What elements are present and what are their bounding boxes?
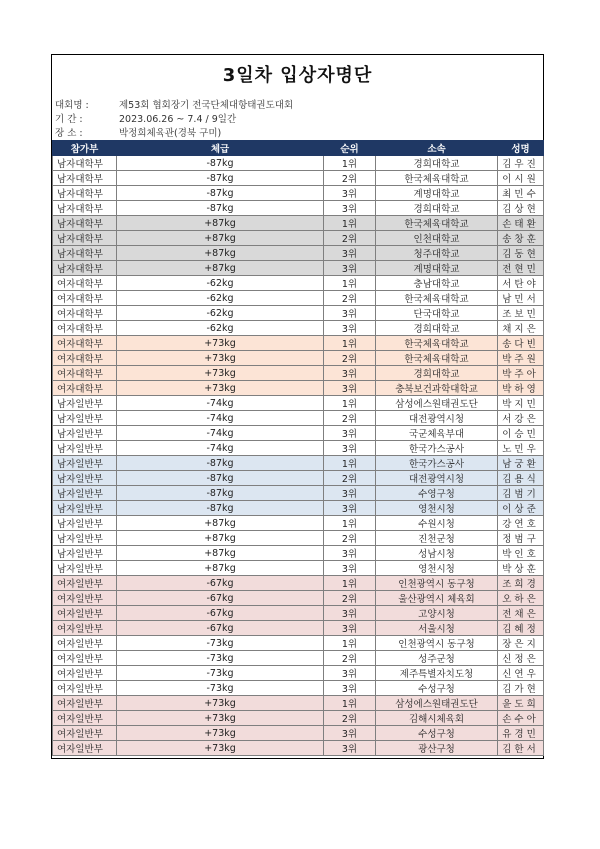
athlete-name-cell: 서강은 xyxy=(498,411,544,426)
table-row xyxy=(53,741,544,756)
table-row xyxy=(53,501,544,516)
venue-value: 박정희체육관(경북 구미) xyxy=(119,128,222,139)
weight-cell: +73kg xyxy=(117,351,324,366)
rank-cell: 2위 xyxy=(324,591,376,606)
rank-cell: 3위 xyxy=(324,441,376,456)
rank-cell: 3위 xyxy=(324,261,376,276)
table-row xyxy=(53,576,544,591)
table-row xyxy=(53,561,544,576)
weight-cell: -87kg xyxy=(117,156,324,171)
rank-cell: 3위 xyxy=(324,726,376,741)
table-row xyxy=(53,231,544,246)
rank-cell: 3위 xyxy=(324,201,376,216)
table-row xyxy=(53,606,544,621)
team-cell: 한국가스공사 xyxy=(376,456,498,471)
division-cell: 여자일반부 xyxy=(53,621,117,636)
division-cell: 남자일반부 xyxy=(53,396,117,411)
athlete-name-cell: 이시원 xyxy=(498,171,544,186)
athlete-name-cell: 김범기 xyxy=(498,486,544,501)
team-cell: 대전광역시청 xyxy=(376,471,498,486)
rank-cell: 1위 xyxy=(324,696,376,711)
event-value: 제53회 협회장기 전국단체대항태권도대회 xyxy=(119,100,294,111)
weight-cell: -67kg xyxy=(117,606,324,621)
division-cell: 여자대학부 xyxy=(53,291,117,306)
team-cell: 단국대학교 xyxy=(376,306,498,321)
table-row xyxy=(53,246,544,261)
rank-cell: 3위 xyxy=(324,606,376,621)
division-cell: 남자대학부 xyxy=(53,156,117,171)
division-cell: 여자대학부 xyxy=(53,306,117,321)
athlete-name-cell: 전채은 xyxy=(498,606,544,621)
team-cell: 삼성에스원태권도단 xyxy=(376,696,498,711)
rank-cell: 3위 xyxy=(324,321,376,336)
weight-cell: +73kg xyxy=(117,366,324,381)
team-cell: 인천대학교 xyxy=(376,231,498,246)
rank-cell: 2위 xyxy=(324,531,376,546)
division-cell: 남자일반부 xyxy=(53,486,117,501)
athlete-name-cell: 박상훈 xyxy=(498,561,544,576)
division-cell: 남자일반부 xyxy=(53,456,117,471)
team-cell: 서울시청 xyxy=(376,621,498,636)
table-row xyxy=(53,441,544,456)
division-cell: 남자일반부 xyxy=(53,441,117,456)
table-row xyxy=(53,456,544,471)
team-cell: 김해시체육회 xyxy=(376,711,498,726)
table-row xyxy=(53,531,544,546)
team-cell: 수원시청 xyxy=(376,516,498,531)
team-cell: 청주대학교 xyxy=(376,246,498,261)
division-cell: 남자일반부 xyxy=(53,426,117,441)
division-cell: 여자일반부 xyxy=(53,576,117,591)
team-cell: 제주특별자치도청 xyxy=(376,666,498,681)
rank-cell: 1위 xyxy=(324,396,376,411)
athlete-name-cell: 조보민 xyxy=(498,306,544,321)
weight-cell: +87kg xyxy=(117,246,324,261)
team-cell: 수성구청 xyxy=(376,726,498,741)
rank-cell: 2위 xyxy=(324,651,376,666)
table-body xyxy=(53,156,544,756)
athlete-name-cell: 송다빈 xyxy=(498,336,544,351)
athlete-name-cell: 서탄야 xyxy=(498,276,544,291)
weight-cell: +73kg xyxy=(117,726,324,741)
athlete-name-cell: 노민우 xyxy=(498,441,544,456)
table-row xyxy=(53,171,544,186)
period-label: 기 간 : xyxy=(55,114,83,125)
division-cell: 여자일반부 xyxy=(53,666,117,681)
athlete-name-cell: 정범구 xyxy=(498,531,544,546)
table-row xyxy=(53,276,544,291)
weight-cell: -67kg xyxy=(117,591,324,606)
table-row xyxy=(53,186,544,201)
division-cell: 여자대학부 xyxy=(53,336,117,351)
weight-cell: -62kg xyxy=(117,291,324,306)
athlete-name-cell: 남궁환 xyxy=(498,456,544,471)
rank-cell: 1위 xyxy=(324,636,376,651)
table-row xyxy=(53,471,544,486)
athlete-name-cell: 유경민 xyxy=(498,726,544,741)
rank-cell: 3위 xyxy=(324,546,376,561)
athlete-name-cell: 김우진 xyxy=(498,156,544,171)
team-cell: 국군체육부대 xyxy=(376,426,498,441)
weight-cell: +87kg xyxy=(117,531,324,546)
rank-cell: 1위 xyxy=(324,456,376,471)
table-row xyxy=(53,651,544,666)
table-row xyxy=(53,546,544,561)
division-cell: 여자대학부 xyxy=(53,321,117,336)
athlete-name-cell: 손수아 xyxy=(498,711,544,726)
weight-cell: -74kg xyxy=(117,411,324,426)
winners-table xyxy=(52,140,544,756)
athlete-name-cell: 신연우 xyxy=(498,666,544,681)
table-row xyxy=(53,201,544,216)
rank-cell: 1위 xyxy=(324,336,376,351)
athlete-name-cell: 박인호 xyxy=(498,546,544,561)
team-cell: 한국체육대학교 xyxy=(376,291,498,306)
athlete-name-cell: 박지민 xyxy=(498,396,544,411)
rank-cell: 3위 xyxy=(324,246,376,261)
athlete-name-cell: 박주아 xyxy=(498,366,544,381)
rank-cell: 2위 xyxy=(324,351,376,366)
division-cell: 남자대학부 xyxy=(53,246,117,261)
team-cell: 인천광역시 동구청 xyxy=(376,636,498,651)
rank-cell: 3위 xyxy=(324,741,376,756)
division-cell: 여자일반부 xyxy=(53,636,117,651)
team-cell: 한국체육대학교 xyxy=(376,351,498,366)
rank-cell: 2위 xyxy=(324,711,376,726)
division-cell: 남자일반부 xyxy=(53,561,117,576)
rank-cell: 3위 xyxy=(324,381,376,396)
weight-cell: +87kg xyxy=(117,231,324,246)
rank-cell: 3위 xyxy=(324,186,376,201)
team-cell: 계명대학교 xyxy=(376,186,498,201)
athlete-name-cell: 조희경 xyxy=(498,576,544,591)
weight-cell: +73kg xyxy=(117,741,324,756)
rank-cell: 3위 xyxy=(324,486,376,501)
rank-cell: 2위 xyxy=(324,411,376,426)
division-cell: 남자일반부 xyxy=(53,516,117,531)
athlete-name-cell: 김가현 xyxy=(498,681,544,696)
weight-cell: -73kg xyxy=(117,651,324,666)
division-cell: 남자일반부 xyxy=(53,531,117,546)
weight-cell: -62kg xyxy=(117,306,324,321)
weight-cell: -74kg xyxy=(117,426,324,441)
table-row xyxy=(53,291,544,306)
rank-cell: 3위 xyxy=(324,681,376,696)
team-cell: 경희대학교 xyxy=(376,366,498,381)
athlete-name-cell: 김혜정 xyxy=(498,621,544,636)
rank-cell: 1위 xyxy=(324,576,376,591)
table-row xyxy=(53,321,544,336)
weight-cell: -67kg xyxy=(117,576,324,591)
division-cell: 남자일반부 xyxy=(53,501,117,516)
athlete-name-cell: 김한서 xyxy=(498,741,544,756)
team-cell: 고양시청 xyxy=(376,606,498,621)
team-cell: 충북보건과학대학교 xyxy=(376,381,498,396)
weight-cell: +73kg xyxy=(117,381,324,396)
division-cell: 여자일반부 xyxy=(53,711,117,726)
table-row xyxy=(53,336,544,351)
division-cell: 여자일반부 xyxy=(53,696,117,711)
header-weight: 체급 xyxy=(117,141,324,156)
athlete-name-cell: 남민서 xyxy=(498,291,544,306)
athlete-name-cell: 최민수 xyxy=(498,186,544,201)
division-cell: 남자대학부 xyxy=(53,186,117,201)
weight-cell: +87kg xyxy=(117,516,324,531)
weight-cell: +87kg xyxy=(117,261,324,276)
weight-cell: +73kg xyxy=(117,711,324,726)
team-cell: 인천광역시 동구청 xyxy=(376,576,498,591)
table-row xyxy=(53,351,544,366)
rank-cell: 3위 xyxy=(324,501,376,516)
division-cell: 남자대학부 xyxy=(53,261,117,276)
table-row xyxy=(53,366,544,381)
team-cell: 수성구청 xyxy=(376,681,498,696)
table-row xyxy=(53,216,544,231)
athlete-name-cell: 박주원 xyxy=(498,351,544,366)
division-cell: 남자대학부 xyxy=(53,216,117,231)
team-cell: 한국가스공사 xyxy=(376,441,498,456)
team-cell: 삼성에스원태권도단 xyxy=(376,396,498,411)
athlete-name-cell: 손태환 xyxy=(498,216,544,231)
table-row xyxy=(53,486,544,501)
weight-cell: -62kg xyxy=(117,321,324,336)
table-row xyxy=(53,261,544,276)
table-row xyxy=(53,711,544,726)
division-cell: 남자일반부 xyxy=(53,471,117,486)
table-row xyxy=(53,426,544,441)
team-cell: 한국체육대학교 xyxy=(376,336,498,351)
team-cell: 계명대학교 xyxy=(376,261,498,276)
table-row xyxy=(53,381,544,396)
weight-cell: -62kg xyxy=(117,276,324,291)
venue-label: 장 소 : xyxy=(55,128,83,139)
division-cell: 여자대학부 xyxy=(53,276,117,291)
rank-cell: 3위 xyxy=(324,366,376,381)
rank-cell: 3위 xyxy=(324,306,376,321)
team-cell: 경희대학교 xyxy=(376,201,498,216)
division-cell: 남자대학부 xyxy=(53,171,117,186)
results-sheet xyxy=(51,54,544,759)
division-cell: 여자일반부 xyxy=(53,606,117,621)
table-row xyxy=(53,636,544,651)
table-row xyxy=(53,666,544,681)
weight-cell: -87kg xyxy=(117,201,324,216)
athlete-name-cell: 김동현 xyxy=(498,246,544,261)
table-row xyxy=(53,306,544,321)
athlete-name-cell: 송창훈 xyxy=(498,231,544,246)
weight-cell: -73kg xyxy=(117,681,324,696)
table-row xyxy=(53,726,544,741)
header-team: 소속 xyxy=(376,141,498,156)
page-title: 3일차 입상자명단 xyxy=(222,65,373,86)
rank-cell: 3위 xyxy=(324,561,376,576)
division-cell: 여자대학부 xyxy=(53,381,117,396)
team-cell: 영천시청 xyxy=(376,501,498,516)
division-cell: 남자일반부 xyxy=(53,546,117,561)
weight-cell: -73kg xyxy=(117,636,324,651)
division-cell: 여자대학부 xyxy=(53,366,117,381)
athlete-name-cell: 이상준 xyxy=(498,501,544,516)
rank-cell: 1위 xyxy=(324,516,376,531)
rank-cell: 2위 xyxy=(324,171,376,186)
rank-cell: 2위 xyxy=(324,291,376,306)
athlete-name-cell: 신정은 xyxy=(498,651,544,666)
team-cell: 경희대학교 xyxy=(376,156,498,171)
header-name: 성명 xyxy=(498,141,544,156)
division-cell: 여자일반부 xyxy=(53,681,117,696)
header-division: 참가부 xyxy=(53,141,117,156)
team-cell: 광산구청 xyxy=(376,741,498,756)
athlete-name-cell: 윤도희 xyxy=(498,696,544,711)
table-row xyxy=(53,621,544,636)
table-row xyxy=(53,516,544,531)
event-label: 대회명 : xyxy=(55,100,89,111)
weight-cell: -87kg xyxy=(117,486,324,501)
weight-cell: +73kg xyxy=(117,696,324,711)
weight-cell: +87kg xyxy=(117,561,324,576)
table-row xyxy=(53,696,544,711)
rank-cell: 3위 xyxy=(324,666,376,681)
athlete-name-cell: 장은지 xyxy=(498,636,544,651)
weight-cell: -87kg xyxy=(117,501,324,516)
team-cell: 수영구청 xyxy=(376,486,498,501)
table-row xyxy=(53,681,544,696)
team-cell: 경희대학교 xyxy=(376,321,498,336)
division-cell: 남자일반부 xyxy=(53,411,117,426)
team-cell: 충남대학교 xyxy=(376,276,498,291)
rank-cell: 3위 xyxy=(324,621,376,636)
division-cell: 남자대학부 xyxy=(53,201,117,216)
weight-cell: -73kg xyxy=(117,666,324,681)
rank-cell: 1위 xyxy=(324,156,376,171)
athlete-name-cell: 이승민 xyxy=(498,426,544,441)
team-cell: 한국체육대학교 xyxy=(376,216,498,231)
weight-cell: -74kg xyxy=(117,396,324,411)
weight-cell: -74kg xyxy=(117,441,324,456)
period-value: 2023.06.26 ~ 7.4 / 9일간 xyxy=(119,114,237,125)
weight-cell: -87kg xyxy=(117,186,324,201)
weight-cell: -87kg xyxy=(117,456,324,471)
rank-cell: 3위 xyxy=(324,426,376,441)
table-row xyxy=(53,411,544,426)
division-cell: 여자일반부 xyxy=(53,726,117,741)
weight-cell: -67kg xyxy=(117,621,324,636)
athlete-name-cell: 전현민 xyxy=(498,261,544,276)
weight-cell: +87kg xyxy=(117,546,324,561)
division-cell: 여자일반부 xyxy=(53,651,117,666)
team-cell: 진천군청 xyxy=(376,531,498,546)
rank-cell: 2위 xyxy=(324,471,376,486)
table-row xyxy=(53,396,544,411)
rank-cell: 1위 xyxy=(324,276,376,291)
division-cell: 여자일반부 xyxy=(53,591,117,606)
header-rank: 순위 xyxy=(324,141,376,156)
team-cell: 성주군청 xyxy=(376,651,498,666)
division-cell: 여자대학부 xyxy=(53,351,117,366)
table-header-row xyxy=(53,141,544,156)
athlete-name-cell: 강연호 xyxy=(498,516,544,531)
team-cell: 한국체육대학교 xyxy=(376,171,498,186)
weight-cell: -87kg xyxy=(117,471,324,486)
athlete-name-cell: 채지은 xyxy=(498,321,544,336)
athlete-name-cell: 김상현 xyxy=(498,201,544,216)
team-cell: 대전광역시청 xyxy=(376,411,498,426)
rank-cell: 2위 xyxy=(324,231,376,246)
weight-cell: +73kg xyxy=(117,336,324,351)
weight-cell: -87kg xyxy=(117,171,324,186)
table-row xyxy=(53,156,544,171)
table-row xyxy=(53,591,544,606)
rank-cell: 1위 xyxy=(324,216,376,231)
division-cell: 여자일반부 xyxy=(53,741,117,756)
team-cell: 성남시청 xyxy=(376,546,498,561)
team-cell: 영천시청 xyxy=(376,561,498,576)
division-cell: 남자대학부 xyxy=(53,231,117,246)
athlete-name-cell: 오하은 xyxy=(498,591,544,606)
athlete-name-cell: 박하영 xyxy=(498,381,544,396)
athlete-name-cell: 김용식 xyxy=(498,471,544,486)
team-cell: 울산광역시 체육회 xyxy=(376,591,498,606)
weight-cell: +87kg xyxy=(117,216,324,231)
